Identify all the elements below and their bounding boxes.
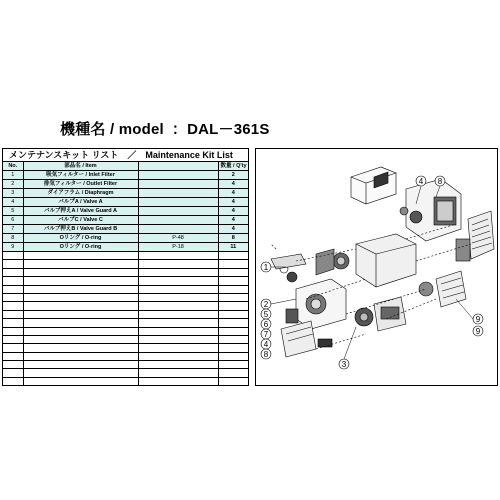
empty-cell xyxy=(23,310,138,318)
empty-cell xyxy=(138,344,218,352)
empty-cell xyxy=(23,369,138,377)
empty-cell xyxy=(3,293,23,301)
empty-row xyxy=(3,377,248,385)
empty-row xyxy=(3,352,248,360)
cell-code xyxy=(138,180,218,189)
empty-cell xyxy=(138,319,218,327)
empty-cell xyxy=(218,302,248,310)
cell-name: バルブC / Valve C xyxy=(23,216,138,225)
cell-name: Oリング / O-ring xyxy=(23,243,138,252)
model-number: ：DAL－361S xyxy=(171,121,270,138)
cell-qty: 4 xyxy=(218,207,248,216)
empty-cell xyxy=(138,285,218,293)
empty-cell xyxy=(138,252,218,260)
cell-name: 吸気フィルター / Inlet Filter xyxy=(23,171,138,180)
parts-row xyxy=(3,198,248,207)
parts-table xyxy=(3,162,248,386)
empty-cell xyxy=(218,260,248,268)
empty-row xyxy=(3,268,248,276)
empty-row xyxy=(3,319,248,327)
callout-5: 5 xyxy=(263,310,269,319)
empty-cell xyxy=(3,268,23,276)
cell-no: 3 xyxy=(3,189,23,198)
empty-row xyxy=(3,293,248,301)
empty-cell xyxy=(23,361,138,369)
parts-row xyxy=(3,207,248,216)
callout-4-lower: 4 xyxy=(263,340,269,349)
empty-row xyxy=(3,285,248,293)
cell-code xyxy=(138,207,218,216)
parts-row xyxy=(3,216,248,225)
empty-cell xyxy=(23,319,138,327)
kit-list-title: メンテナンスキット リスト ／ Maintenance Kit List xyxy=(3,149,248,162)
empty-cell xyxy=(23,285,138,293)
empty-cell xyxy=(218,319,248,327)
empty-cell xyxy=(138,302,218,310)
empty-cell xyxy=(138,377,218,385)
empty-cell xyxy=(3,319,23,327)
cell-code: P-48 xyxy=(138,234,218,243)
empty-cell xyxy=(218,285,248,293)
cell-qty: 2 xyxy=(218,171,248,180)
empty-cell xyxy=(218,335,248,343)
empty-row xyxy=(3,335,248,343)
empty-cell xyxy=(23,377,138,385)
empty-cell xyxy=(3,335,23,343)
empty-row xyxy=(3,277,248,285)
callout-1: 1 xyxy=(263,263,269,272)
cell-qty: 4 xyxy=(218,198,248,207)
empty-cell xyxy=(23,268,138,276)
callout-9-lower: 9 xyxy=(475,327,481,336)
cell-no: 6 xyxy=(3,216,23,225)
empty-row xyxy=(3,310,248,318)
cell-no: 2 xyxy=(3,180,23,189)
empty-cell xyxy=(218,277,248,285)
empty-cell xyxy=(138,260,218,268)
exploded-parts-diagram xyxy=(255,148,498,386)
parts-row xyxy=(3,234,248,243)
empty-row xyxy=(3,260,248,268)
empty-cell xyxy=(3,369,23,377)
empty-cell xyxy=(3,302,23,310)
empty-cell xyxy=(23,344,138,352)
empty-cell xyxy=(138,277,218,285)
cell-qty: 11 xyxy=(218,243,248,252)
diagram-linework xyxy=(271,167,494,357)
empty-row xyxy=(3,327,248,335)
empty-row xyxy=(3,344,248,352)
cell-code xyxy=(138,198,218,207)
empty-cell xyxy=(23,302,138,310)
empty-row xyxy=(3,361,248,369)
callout-6: 6 xyxy=(263,320,269,329)
empty-cell xyxy=(138,335,218,343)
cell-qty: 4 xyxy=(218,180,248,189)
parts-table-body xyxy=(3,171,248,386)
empty-cell xyxy=(3,377,23,385)
empty-cell xyxy=(23,252,138,260)
col-header-qty: 数量 / Q'ty xyxy=(218,162,248,171)
empty-cell xyxy=(138,361,218,369)
empty-cell xyxy=(218,352,248,360)
empty-cell xyxy=(23,335,138,343)
cell-name: 排気フィルター / Outlet Filter xyxy=(23,180,138,189)
callout-8-lower: 8 xyxy=(263,350,269,359)
empty-cell xyxy=(218,252,248,260)
cell-name: バルブ押えB / Valve Guard B xyxy=(23,225,138,234)
empty-row xyxy=(3,302,248,310)
empty-cell xyxy=(218,361,248,369)
callout-7: 7 xyxy=(263,330,269,339)
cell-code xyxy=(138,189,218,198)
empty-cell xyxy=(3,260,23,268)
model-title xyxy=(60,118,270,139)
col-header-item: 部品名 / Item xyxy=(23,162,138,171)
empty-cell xyxy=(218,327,248,335)
cell-code xyxy=(138,216,218,225)
cell-code xyxy=(138,171,218,180)
empty-cell xyxy=(3,277,23,285)
table-header-row xyxy=(3,162,248,171)
cell-no: 1 xyxy=(3,171,23,180)
parts-row xyxy=(3,171,248,180)
col-header-no: No. xyxy=(3,162,23,171)
empty-cell xyxy=(23,277,138,285)
empty-cell xyxy=(23,352,138,360)
maintenance-kit-list xyxy=(2,148,249,386)
cell-name: バルブA / Valve A xyxy=(23,198,138,207)
empty-cell xyxy=(23,260,138,268)
callout-4: 4 xyxy=(418,177,424,186)
empty-cell xyxy=(218,293,248,301)
cell-no: 7 xyxy=(3,225,23,234)
empty-cell xyxy=(23,293,138,301)
cell-name: Oリング / O-ring xyxy=(23,234,138,243)
cell-qty: 8 xyxy=(218,234,248,243)
cell-name: ダイアフラム / Diaphragm xyxy=(23,189,138,198)
cell-no: 4 xyxy=(3,198,23,207)
cell-no: 5 xyxy=(3,207,23,216)
empty-cell xyxy=(3,327,23,335)
col-header-code xyxy=(138,162,218,171)
empty-cell xyxy=(3,310,23,318)
empty-cell xyxy=(3,252,23,260)
cell-qty: 4 xyxy=(218,216,248,225)
empty-cell xyxy=(218,369,248,377)
empty-cell xyxy=(138,352,218,360)
empty-cell xyxy=(138,327,218,335)
empty-cell xyxy=(138,268,218,276)
empty-row xyxy=(3,252,248,260)
empty-cell xyxy=(3,344,23,352)
callout-2: 2 xyxy=(263,300,269,309)
cell-code: P-18 xyxy=(138,243,218,252)
pump-exploded-view xyxy=(256,149,499,387)
cell-name: バルブ押えA / Valve Guard A xyxy=(23,207,138,216)
parts-row xyxy=(3,225,248,234)
callout-8: 8 xyxy=(437,177,443,186)
cell-code xyxy=(138,225,218,234)
empty-cell xyxy=(218,268,248,276)
empty-cell xyxy=(218,344,248,352)
cell-no: 9 xyxy=(3,243,23,252)
empty-cell xyxy=(218,310,248,318)
empty-cell xyxy=(138,293,218,301)
empty-row xyxy=(3,369,248,377)
empty-cell xyxy=(23,327,138,335)
empty-cell xyxy=(3,361,23,369)
model-label: 機種名 / model xyxy=(60,121,164,138)
empty-cell xyxy=(3,352,23,360)
parts-row xyxy=(3,189,248,198)
cell-qty: 4 xyxy=(218,189,248,198)
empty-cell xyxy=(138,369,218,377)
empty-cell xyxy=(3,285,23,293)
cell-qty: 4 xyxy=(218,225,248,234)
cell-no: 8 xyxy=(3,234,23,243)
callout-9: 9 xyxy=(475,315,481,324)
empty-cell xyxy=(218,377,248,385)
parts-row xyxy=(3,180,248,189)
callout-3: 3 xyxy=(341,360,347,369)
empty-cell xyxy=(138,310,218,318)
parts-row xyxy=(3,243,248,252)
